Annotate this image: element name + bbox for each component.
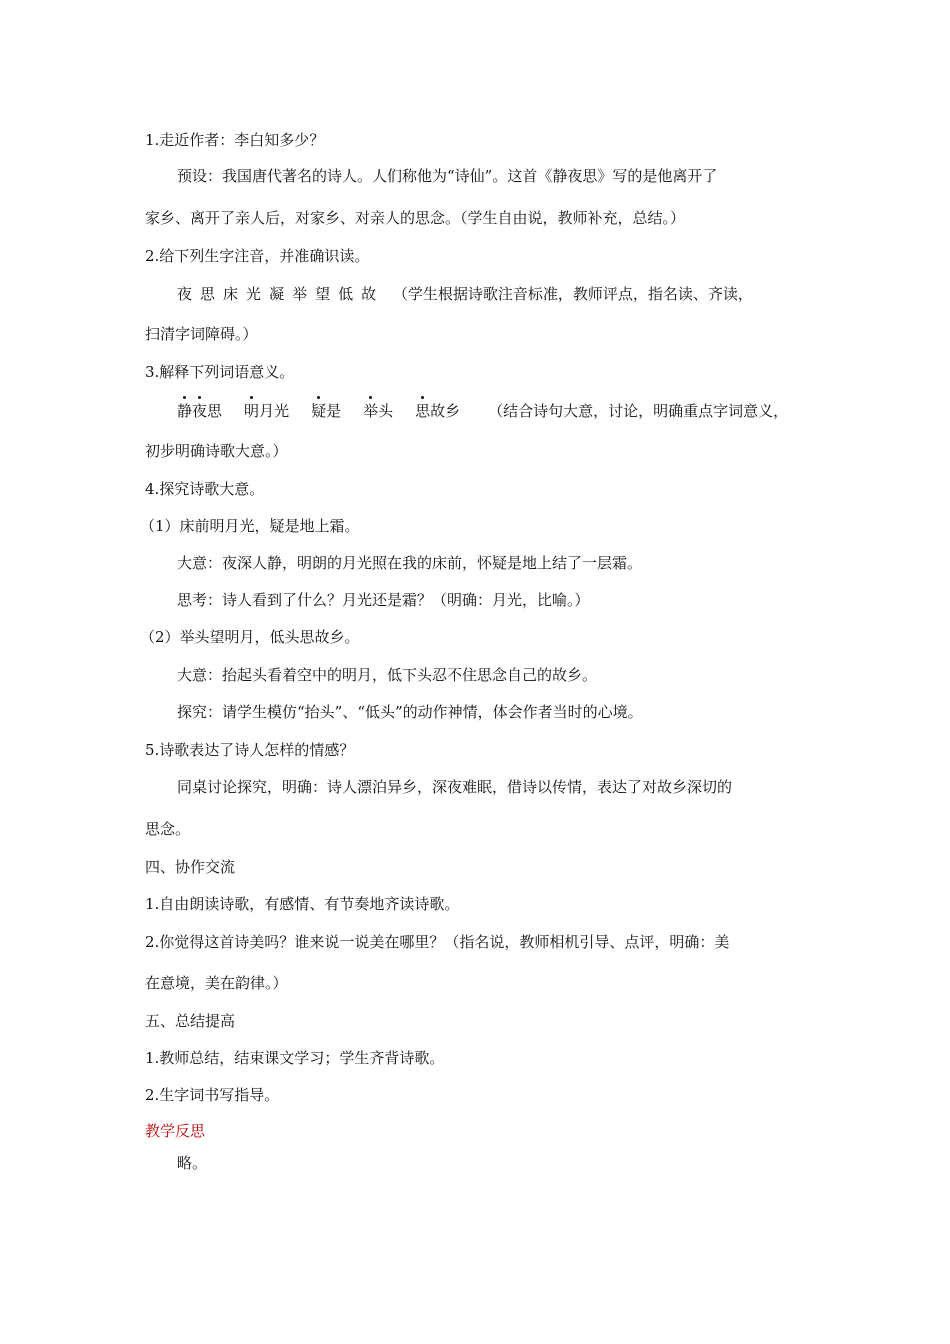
emphasis-char: 静 — [177, 402, 193, 420]
word-mingyueguang: 明月光 — [244, 402, 290, 420]
poem-line-2-meaning: 大意：抬起头看着空中的明月，低下头忍不住思念自己的故乡。 — [177, 666, 598, 684]
item-3-note: （结合诗句大意，讨论，明确重点字词意义， — [488, 402, 789, 420]
item-3-words-line — [177, 401, 788, 421]
item-3-title: 3.解释下列词语意义。 — [145, 363, 295, 381]
poem-line-2-explore: 探究：请学生模仿“抬头”、“低头”的动作神情，体会作者当时的心境。 — [177, 703, 643, 721]
reflection-body: 略。 — [177, 1154, 208, 1172]
item-1-title: 1.走近作者：李白知多少？ — [145, 131, 325, 149]
poem-line-1-question: 思考：诗人看到了什么？月光还是霜？（明确：月光，比喻。） — [177, 591, 590, 609]
section-5-item-1: 1.教师总结，结束课文学习；学生齐背诗歌。 — [145, 1049, 445, 1067]
section-4-item-1: 1.自由朗读诗歌，有感情、有节奏地齐读诗歌。 — [145, 895, 460, 913]
poem-line-2: （2）举头望明月，低头思故乡。 — [140, 628, 360, 646]
word-siguxiang: 思故乡 — [415, 402, 461, 420]
item-5-answer-line2: 思念。 — [145, 820, 191, 838]
item-1-answer-line1: 预设：我国唐代著名的诗人。人们称他为“诗仙”。这首《静夜思》写的是他离开了 — [177, 167, 718, 185]
poem-line-1: （1）床前明月光，疑是地上霜。 — [140, 517, 360, 535]
item-5-title: 5.诗歌表达了诗人怎样的情感？ — [145, 741, 355, 759]
reflection-heading: 教学反思 — [145, 1122, 206, 1140]
section-4-heading: 四、协作交流 — [145, 858, 236, 876]
item-3-note-cont: 初步明确诗歌大意。） — [145, 442, 288, 460]
emphasis-char: 夜 — [192, 402, 208, 420]
item-4-title: 4.探究诗歌大意。 — [145, 480, 265, 498]
item-2-note: （学生根据诗歌注音标准，教师评点，指名读、齐读， — [392, 285, 753, 303]
word-jingyesi: 静夜思 — [177, 402, 223, 420]
word-yishi: 疑是 — [311, 402, 342, 420]
item-2-characters-line — [177, 284, 753, 304]
section-4-item-2-cont: 在意境，美在韵律。） — [145, 974, 288, 992]
item-2-note-cont: 扫清字词障碍。） — [145, 325, 258, 343]
poem-line-1-meaning: 大意：夜深人静，明朗的月光照在我的床前，怀疑是地上结了一层霜。 — [177, 554, 643, 572]
item-2-title: 2.给下列生字注音，并准确识读。 — [145, 247, 370, 265]
character-list: 夜 思 床 光 凝 举 望 低 故 — [177, 285, 377, 303]
word-jutou: 举头 — [363, 402, 394, 420]
section-4-item-2: 2.你觉得这首诗美吗？谁来说一说美在哪里？（指名说，教师相机引导、点评，明确：美 — [145, 933, 730, 951]
section-5-heading: 五、总结提高 — [145, 1012, 236, 1030]
item-1-answer-line2: 家乡、离开了亲人后，对家乡、对亲人的思念。（学生自由说，教师补充，总结。） — [145, 209, 686, 227]
section-5-item-2: 2.生字词书写指导。 — [145, 1086, 280, 1104]
item-5-answer-line1: 同桌讨论探究，明确：诗人漂泊异乡，深夜难眠，借诗以传情，表达了对故乡深切的 — [177, 778, 733, 796]
